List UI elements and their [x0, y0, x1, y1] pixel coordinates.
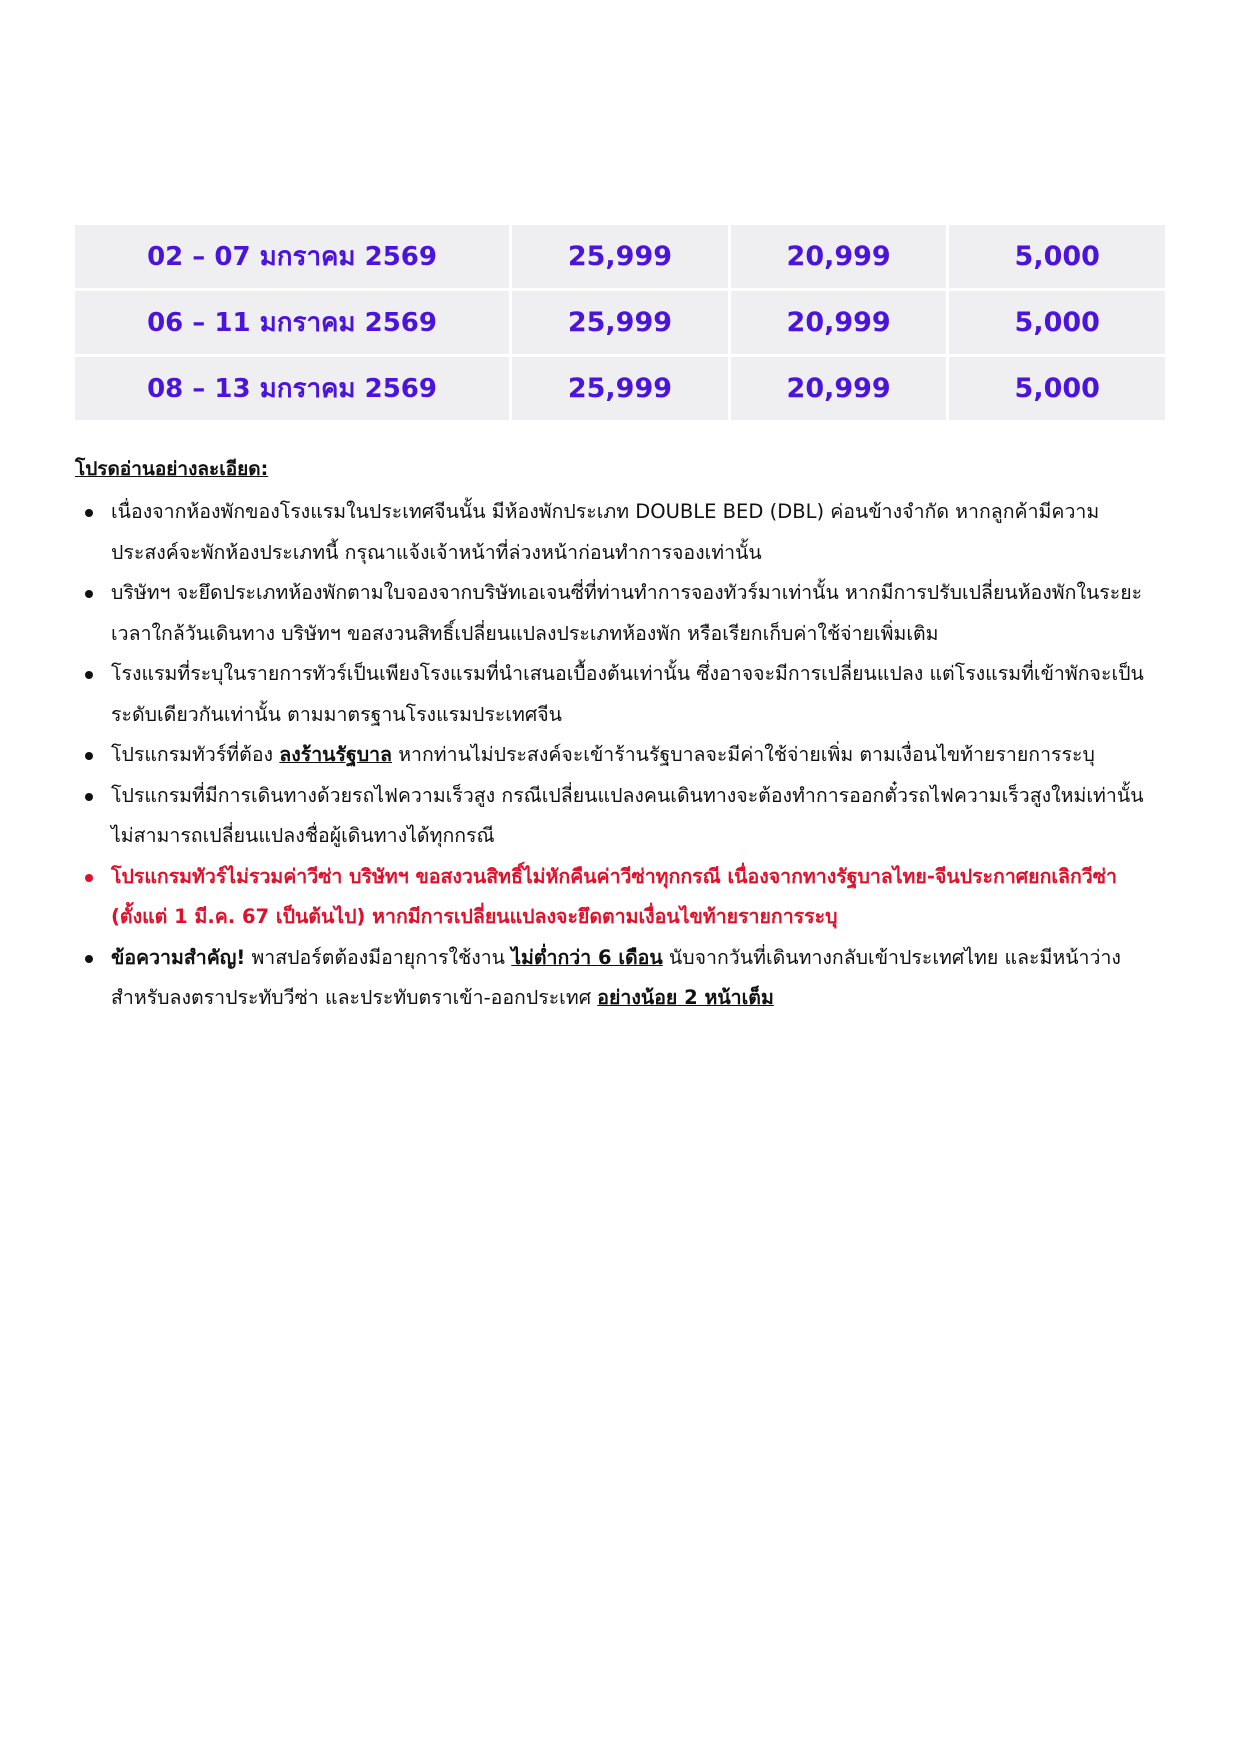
child-price: 20,999: [731, 225, 950, 291]
note-text: โปรแกรมที่มีการเดินทางด้วยรถไฟความเร็วสูง กรณีเปลี่ยนแปลงคนเดินทางจะต้องทำการออกตั๋วรถไฟความเร็วสูงใหม่เท่านั้น ไม่สามารถเปลี่ยนแปลงชื่อผู้เดินทางได้ทุกกรณี: [111, 783, 1144, 847]
child-price: 20,999: [731, 357, 950, 420]
list-item: [75, 776, 1165, 857]
single-supplement: 5,000: [949, 357, 1165, 420]
table-row: [75, 357, 1165, 420]
notes-heading: โปรดอ่านอย่างละเอียด:: [75, 458, 269, 480]
list-item: [75, 654, 1165, 735]
single-supplement: 5,000: [949, 225, 1165, 291]
visa-warning-text: โปรแกรมทัวร์ไม่รวมค่าวีซ่า บริษัทฯ ขอสงวนสิทธิ์ไม่หักคืนค่าวีซ่าทุกกรณี เนื่องจากทางรัฐบาลไทย-จีนประกาศยกเลิกวีซ่า (ตั้งแต่ 1 มี.ค. 67 เป็นต้นไป) หากมีการเปลี่ยนแปลงจะยึดตามเงื่อนไขท้ายรายการระบุ: [111, 864, 1117, 928]
departure-date: 02 – 07 มกราคม 2569: [75, 225, 512, 291]
price-table: [75, 225, 1165, 420]
list-item: [75, 938, 1165, 1019]
note-text: โรงแรมที่ระบุในรายการทัวร์เป็นเพียงโรงแรมที่นำเสนอเบื้องต้นเท่านั้น ซึ่งอาจจะมีการเปลี่ยนแปลง แต่โรงแรมที่เข้าพักจะเป็นระดับเดียวกันเท่านั้น ตามมาตรฐานโรงแรมประเทศจีน: [111, 662, 1144, 726]
notes-list: [75, 492, 1165, 1019]
bullet-icon: [85, 509, 93, 517]
bullet-icon: [85, 793, 93, 801]
important-label: ข้อความสำคัญ!: [111, 945, 246, 969]
note-text: เนื่องจากห้องพักของโรงแรมในประเทศจีนนั้น มีห้องพักประเภท DOUBLE BED (DBL) ค่อนข้างจำกัด หากลูกค้ามีความประสงค์จะพักห้องประเภทนี้ กรุณาแจ้งเจ้าหน้าที่ล่วงหน้าก่อนทำการจองเท่านั้น: [111, 500, 1100, 564]
departure-date: 06 – 11 มกราคม 2569: [75, 291, 512, 357]
list-item: [75, 857, 1165, 938]
bullet-icon: [85, 671, 93, 679]
adult-price: 25,999: [512, 291, 731, 357]
bullet-icon: [85, 752, 93, 760]
single-supplement: 5,000: [949, 291, 1165, 357]
note-text: บริษัทฯ จะยึดประเภทห้องพักตามใบจองจากบริษัทเอเจนซี่ที่ท่านทำการจองทัวร์มาเท่านั้น หากมีการปรับเปลี่ยนห้องพักในระยะเวลาใกล้วันเดินทาง บริษัทฯ ขอสงวนสิทธิ์เปลี่ยนแปลงประเภทห้องพัก หรือเรียกเก็บค่าใช้จ่ายเพิ่มเติม: [111, 581, 1143, 645]
blank-pages-emphasis: อย่างน้อย 2 หน้าเต็ม: [597, 986, 774, 1009]
bullet-icon: [85, 955, 93, 963]
passport-validity-emphasis: ไม่ต่ำกว่า 6 เดือน: [511, 945, 663, 969]
table-row: [75, 291, 1165, 357]
table-row: [75, 225, 1165, 291]
adult-price: 25,999: [512, 357, 731, 420]
adult-price: 25,999: [512, 225, 731, 291]
bullet-icon: [85, 590, 93, 598]
note-text: พาสปอร์ตต้องมีอายุการใช้งาน: [245, 945, 512, 969]
departure-date: 08 – 13 มกราคม 2569: [75, 357, 512, 420]
bullet-icon: [85, 874, 93, 882]
notes-section: [75, 452, 1165, 1019]
child-price: 20,999: [731, 291, 950, 357]
note-text: นับจากวันที่เดินทางกลับเข้าประเทศไทย และมีหน้าว่างสำหรับลงตราประทับวีซ่า และประทับตราเข้า-ออกประเทศ: [111, 945, 1121, 1009]
note-text: โปรแกรมทัวร์ที่ต้อง: [111, 743, 280, 766]
note-text: หากท่านไม่ประสงค์จะเข้าร้านรัฐบาลจะมีค่าใช้จ่ายเพิ่ม ตามเงื่อนไขท้ายรายการระบุ: [392, 743, 1095, 766]
government-shop-emphasis: ลงร้านรัฐบาล: [279, 743, 392, 766]
list-item: [75, 492, 1165, 573]
list-item: [75, 573, 1165, 654]
list-item: [75, 735, 1165, 776]
